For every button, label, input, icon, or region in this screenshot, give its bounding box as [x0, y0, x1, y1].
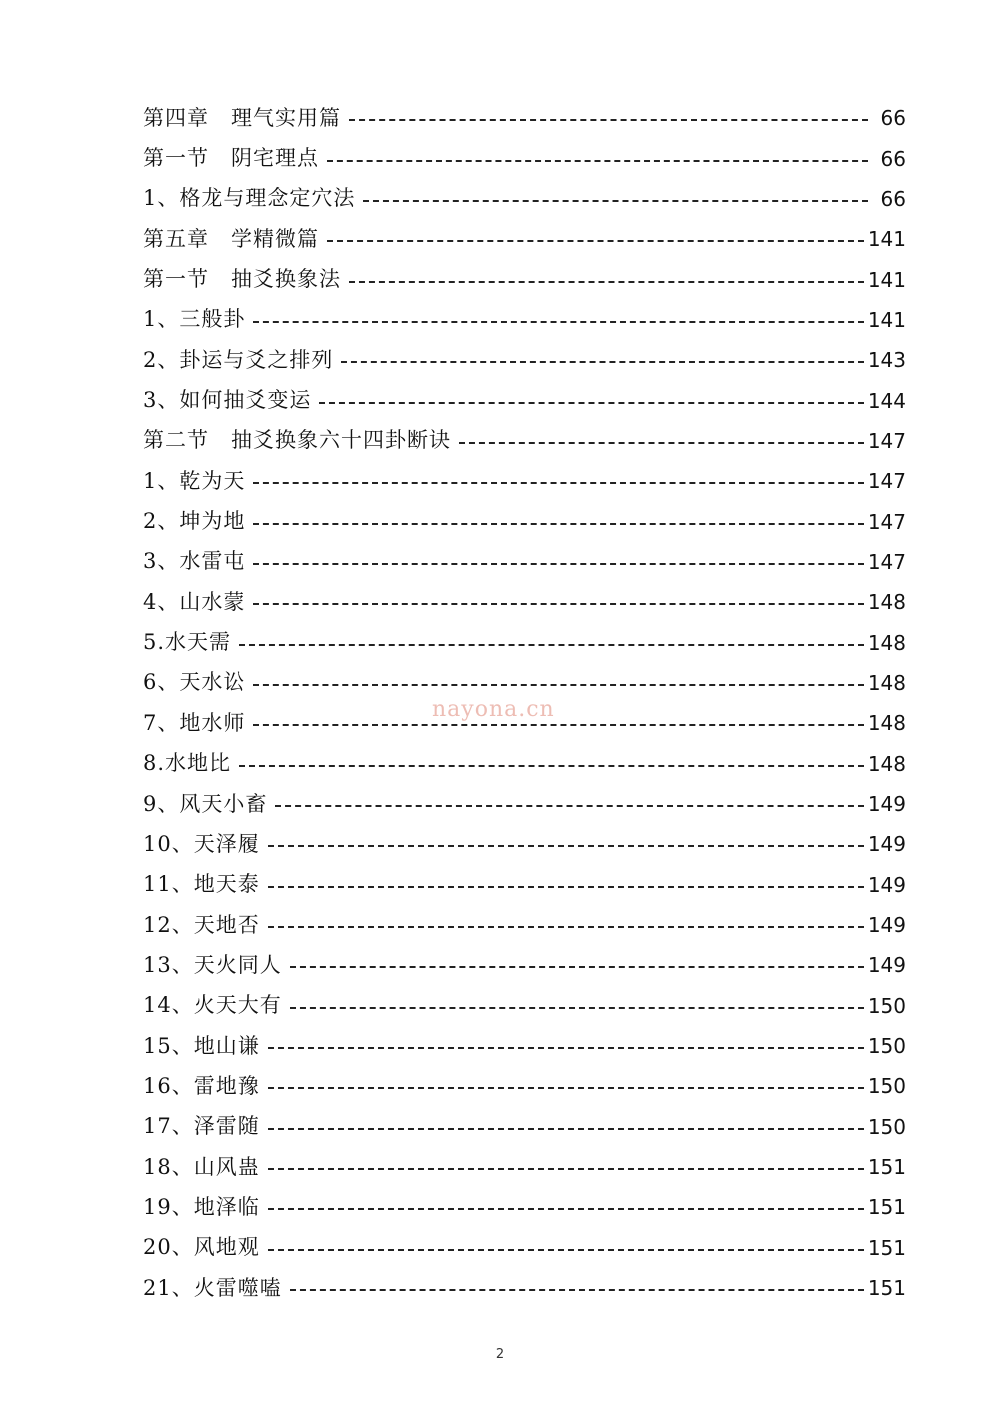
- toc-entry-page: 148: [867, 711, 906, 736]
- toc-entry-title: 15、地山谦: [143, 1033, 260, 1058]
- toc-entry: [143, 1268, 906, 1308]
- toc-entry-page: 147: [867, 428, 906, 453]
- toc-entry-title: 10、天泽履: [143, 831, 260, 856]
- toc-entry-page: 149: [867, 832, 906, 857]
- toc-entry: [143, 824, 906, 864]
- toc-entry: [143, 622, 906, 662]
- dash-leader: [239, 765, 864, 767]
- toc-entry-title: 17、泽雷随: [143, 1114, 260, 1139]
- toc-entry-page: 149: [867, 792, 906, 817]
- toc-entry-page: 144: [867, 388, 906, 413]
- toc-entry-title: 12、天地否: [143, 912, 260, 937]
- toc-entry-title: 第一节 抽爻换象法: [143, 267, 341, 292]
- toc-entry-page: 141: [867, 267, 906, 292]
- toc-entry: [143, 945, 906, 985]
- toc-entry-page: 149: [867, 953, 906, 978]
- toc-entry: [143, 421, 906, 461]
- toc-entry: [143, 542, 906, 582]
- dash-leader: [253, 563, 863, 565]
- toc-entry-title: 6、天水讼: [143, 670, 246, 695]
- toc-entry-title: 20、风地观: [143, 1235, 260, 1260]
- dash-leader: [239, 644, 864, 646]
- dash-leader: [290, 1007, 864, 1009]
- toc-entry-page: 151: [867, 1276, 906, 1301]
- toc-entry: [143, 1066, 906, 1106]
- toc-entry-page: 150: [867, 1074, 906, 1099]
- toc-entry: [143, 501, 906, 541]
- dash-leader: [290, 966, 864, 968]
- toc-entry-page: 150: [867, 1034, 906, 1059]
- dash-leader: [268, 1087, 864, 1089]
- toc-entry-title: 16、雷地豫: [143, 1073, 260, 1098]
- dash-leader: [268, 886, 864, 888]
- toc-entry-title: 第一节 阴宅理点: [143, 146, 319, 171]
- toc-entry-page: 148: [867, 751, 906, 776]
- toc-entry: [143, 1107, 906, 1147]
- toc-entry-title: 3、水雷屯: [143, 549, 246, 574]
- dash-leader: [349, 119, 868, 121]
- toc-entry: [143, 784, 906, 824]
- toc-entry-title: 2、坤为地: [143, 509, 246, 534]
- dash-leader: [268, 1168, 864, 1170]
- toc-entry-title: 1、三般卦: [143, 307, 246, 332]
- toc-entry-title: 13、天火同人: [143, 952, 282, 977]
- dash-leader: [253, 684, 863, 686]
- dash-leader: [349, 281, 864, 283]
- toc-entry: [143, 380, 906, 420]
- toc-entry: [143, 1026, 906, 1066]
- toc-entry-page: 151: [867, 1235, 906, 1260]
- dash-leader: [275, 805, 863, 807]
- toc-entry-title: 1、乾为天: [143, 468, 246, 493]
- toc-entry-title: 第二节 抽爻换象六十四卦断诀: [143, 428, 451, 453]
- toc-entry: [143, 905, 906, 945]
- toc-entry-title: 7、地水师: [143, 710, 246, 735]
- toc-entry-title: 11、地天泰: [143, 872, 260, 897]
- dash-leader: [268, 845, 864, 847]
- dash-leader: [268, 1047, 864, 1049]
- toc-entry-page: 141: [867, 227, 906, 252]
- toc-entry: [143, 744, 906, 784]
- dash-leader: [327, 240, 864, 242]
- dash-leader: [253, 482, 863, 484]
- toc-entry-title: 5.水天需: [143, 630, 232, 655]
- toc-entry-title: 21、火雷噬嗑: [143, 1275, 282, 1300]
- toc-entry-page: 147: [867, 509, 906, 534]
- toc-entry-title: 2、卦运与爻之排列: [143, 347, 334, 372]
- toc-entry-page: 66: [880, 106, 906, 131]
- toc-entry: [143, 1228, 906, 1268]
- toc-entry-page: 150: [867, 993, 906, 1018]
- toc-entry-title: 第五章 学精微篇: [143, 226, 319, 251]
- dash-leader: [253, 523, 863, 525]
- toc-entry-title: 9、风天小畜: [143, 791, 268, 816]
- toc-entry-page: 141: [867, 307, 906, 332]
- toc-entry: [143, 1187, 906, 1227]
- toc-entry: [143, 259, 906, 299]
- toc-entry: [143, 219, 906, 259]
- dash-leader: [253, 724, 863, 726]
- toc-entry: [143, 461, 906, 501]
- toc-entry-title: 14、火天大有: [143, 993, 282, 1018]
- dash-leader: [253, 603, 863, 605]
- toc-entry-page: 147: [867, 469, 906, 494]
- toc-entry: [143, 865, 906, 905]
- toc-entry-page: 151: [867, 1155, 906, 1180]
- toc-entry-page: 149: [867, 913, 906, 938]
- dash-leader: [268, 926, 864, 928]
- toc-entry-title: 4、山水蒙: [143, 589, 246, 614]
- toc-entry-page: 147: [867, 549, 906, 574]
- toc-entry-title: 3、如何抽爻变运: [143, 388, 312, 413]
- dash-leader: [268, 1249, 864, 1251]
- toc-entry: [143, 340, 906, 380]
- toc-entry-page: 148: [867, 590, 906, 615]
- toc-entry: [143, 582, 906, 622]
- toc-entry-page: 150: [867, 1114, 906, 1139]
- toc-entry: [143, 98, 906, 138]
- dash-leader: [363, 200, 868, 202]
- toc-entry-page: 149: [867, 872, 906, 897]
- dash-leader: [268, 1128, 864, 1130]
- dash-leader: [459, 442, 864, 444]
- page-number: 2: [495, 1347, 505, 1362]
- toc-entry: [143, 138, 906, 178]
- dash-leader: [327, 160, 868, 162]
- dash-leader: [253, 321, 863, 323]
- dash-leader: [341, 361, 863, 363]
- dash-leader: [319, 402, 863, 404]
- toc-entry-title: 1、格龙与理念定穴法: [143, 186, 356, 211]
- toc-entry: [143, 179, 906, 219]
- toc-entry-page: 66: [880, 146, 906, 171]
- toc-entry: [143, 1147, 906, 1187]
- toc-entry-page: 151: [867, 1195, 906, 1220]
- watermark-text: nayona.cn: [432, 697, 555, 722]
- toc-entry-title: 8.水地比: [143, 751, 232, 776]
- toc-entry-title: 19、地泽临: [143, 1194, 260, 1219]
- toc-entry-title: 18、山风蛊: [143, 1154, 260, 1179]
- toc-entry: [143, 986, 906, 1026]
- toc-entry: [143, 300, 906, 340]
- toc-entry-page: 66: [880, 186, 906, 211]
- dash-leader: [268, 1208, 864, 1210]
- toc-entry-title: 第四章 理气实用篇: [143, 105, 341, 130]
- toc-entry-page: 148: [867, 630, 906, 655]
- toc-entry-page: 143: [867, 348, 906, 373]
- dash-leader: [290, 1289, 864, 1291]
- toc-entry-page: 148: [867, 670, 906, 695]
